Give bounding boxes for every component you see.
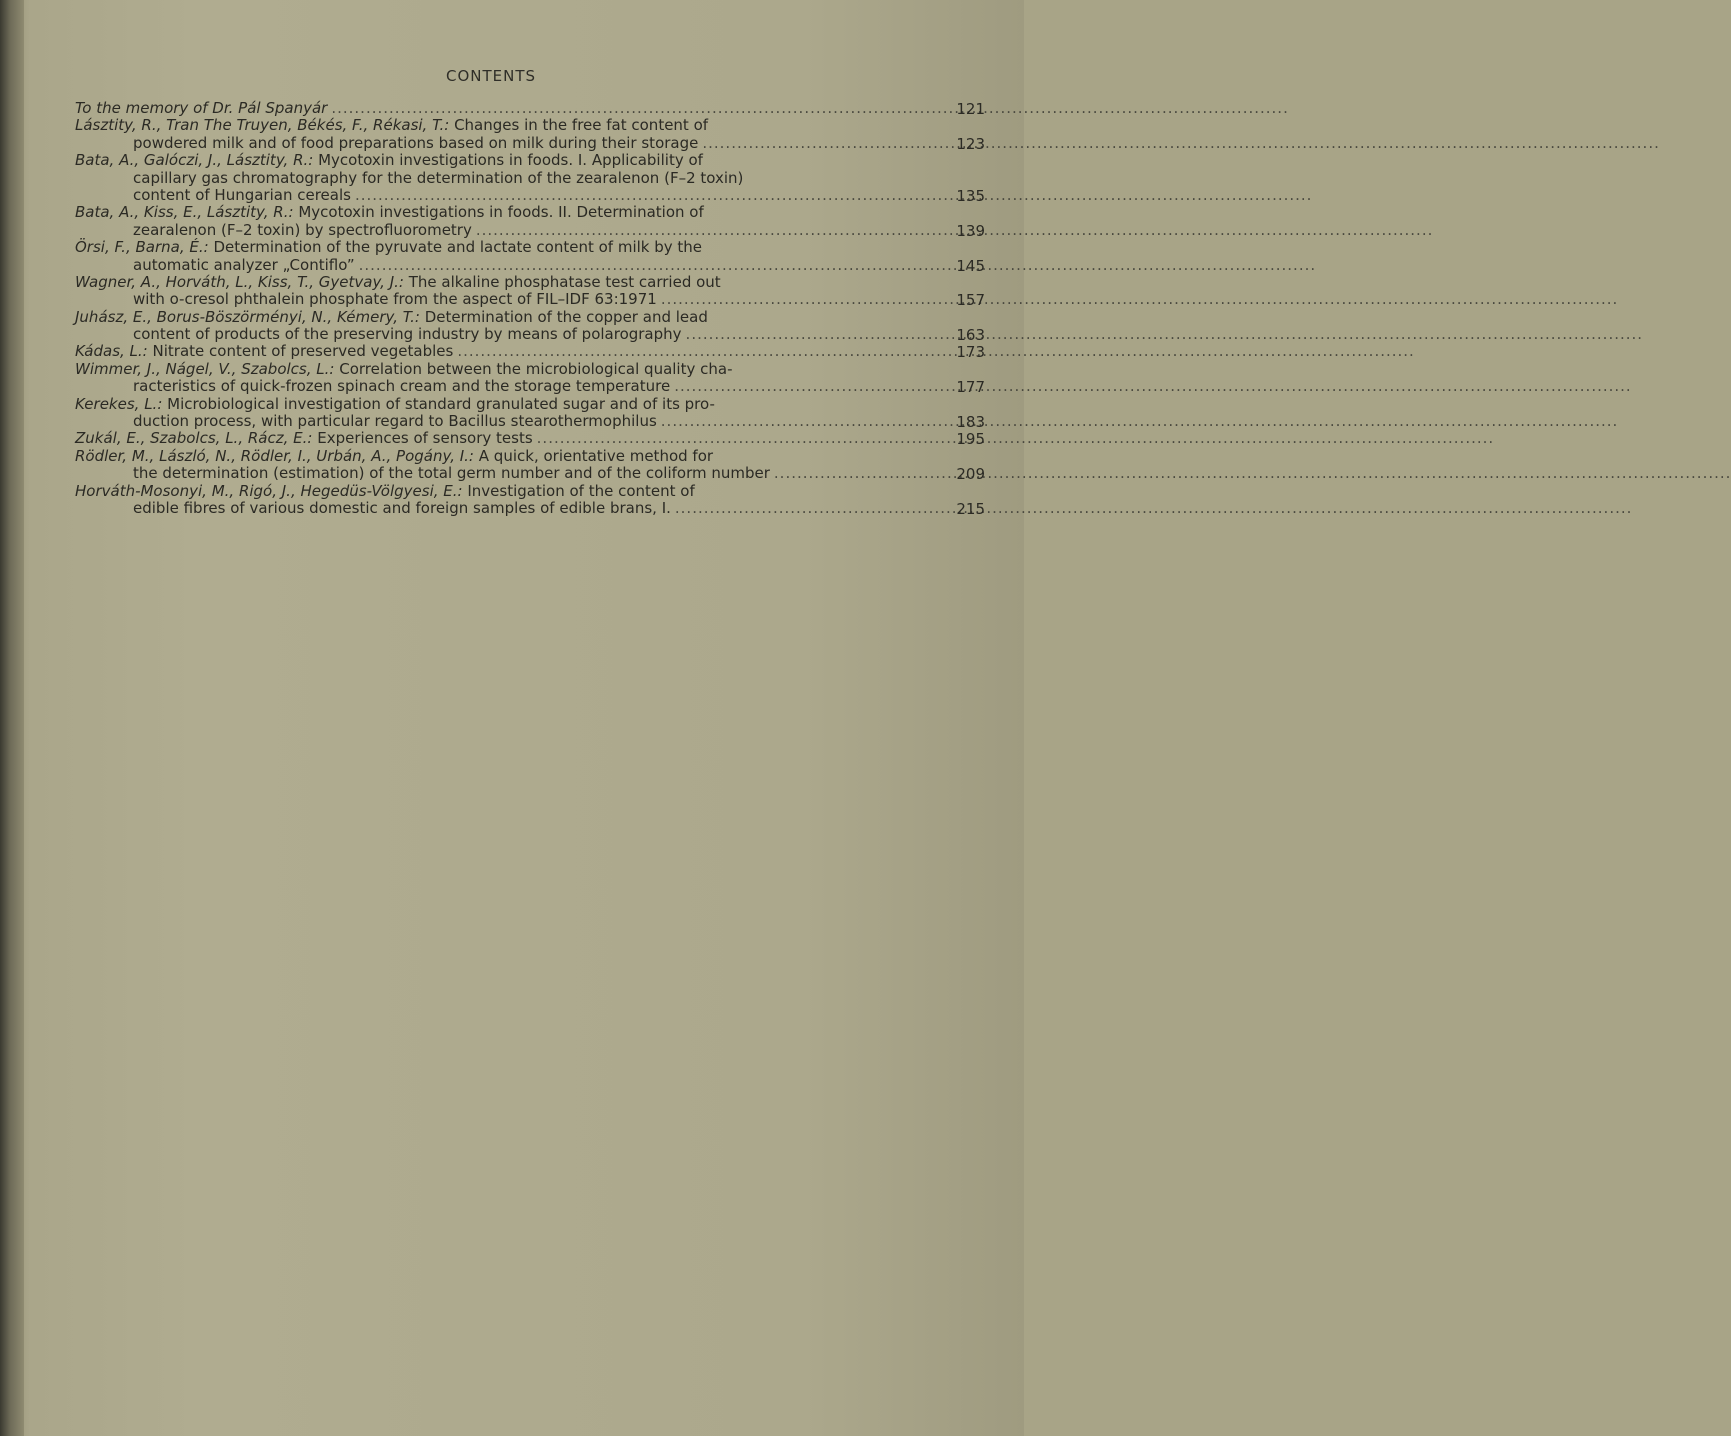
toc-authors: Kerekes, L.: [75, 394, 163, 413]
toc-authors: To the memory of Dr. Pál Spanyár [75, 99, 328, 117]
toc-entry [75, 359, 985, 397]
toc-page-number: 173 [956, 343, 985, 362]
toc-entry-first-line [75, 343, 920, 360]
toc-title: Determination of the copper and lead [424, 307, 708, 326]
toc-authors: Lásztity, R., Tran The Truyen, Békés, F., Rékasi, T.: [75, 116, 450, 135]
toc-entry [75, 429, 985, 449]
toc-entry [75, 342, 985, 362]
leader-dots [686, 326, 1644, 343]
toc-entry-first-line [75, 239, 920, 256]
toc-title-text: racteristics of quick-frozen spinach cream and the storage temperature [133, 377, 671, 396]
toc-title: Mycotoxin investigations in foods. I. Applicability of [318, 151, 703, 170]
toc-title-text: automatic analyzer „Contiflo” [133, 255, 355, 274]
toc-authors: Wagner, A., Horváth, L., Kiss, T., Gyetvay, J.: [75, 272, 404, 291]
toc-authors: Juhász, E., Borus-Böszörményi, N., Kémery, T.: [75, 307, 420, 326]
toc-page-number: 209 [956, 465, 985, 484]
toc-title-text: with o-cresol phthalein phosphate from the aspect of FIL–IDF 63:1971 [133, 290, 657, 309]
toc-title-continuation [75, 465, 920, 482]
toc-title: A quick, orientative method for [478, 446, 714, 465]
toc-authors: Bata, A., Galóczi, J., Lásztity, R.: [75, 151, 314, 170]
toc-entry [75, 99, 985, 118]
toc-title: The alkaline phosphatase test carried out [408, 272, 721, 291]
toc-title-continuation [75, 378, 920, 395]
toc-title-continuation [75, 222, 920, 239]
leader-dots [675, 500, 1633, 517]
toc-authors: Örsi, F., Barna, É.: [75, 238, 209, 257]
toc-entry-first-line [75, 309, 920, 326]
leader-dots [355, 187, 1313, 204]
leader-dots [359, 257, 1317, 274]
toc-page-number: 195 [956, 430, 985, 449]
toc-page-number: 157 [956, 291, 985, 310]
toc-page-number: 135 [956, 186, 985, 205]
leader-dots [661, 291, 1619, 308]
toc-entry-first-line [75, 204, 920, 221]
toc-title-text: powdered milk and of food preparations based on milk during their storage [133, 133, 699, 152]
toc-authors: Zukál, E., Szabolcs, L., Rácz, E.: [75, 429, 313, 448]
contents-title: CONTENTS [445, 67, 537, 85]
toc-title: Microbiological investigation of standard granulated sugar and of its pro- [167, 394, 715, 413]
toc-title-text: the determination (estimation) of the total germ number and of the coliform number [133, 464, 770, 483]
toc-entry-first-line [75, 361, 920, 378]
toc-title-continuation [75, 291, 920, 308]
toc-entry-first-line [75, 152, 920, 169]
leader-dots [702, 135, 1660, 152]
binding-edge [0, 0, 24, 1436]
toc-page-number: 145 [956, 256, 985, 275]
toc-entry-first-line [75, 100, 920, 117]
toc-entry [75, 238, 985, 275]
toc-title: Investigation of the content of [467, 481, 695, 500]
toc-entry [75, 446, 985, 484]
toc-authors: Bata, A., Kiss, E., Lásztity, R.: [75, 203, 294, 222]
leader-dots [661, 413, 1619, 430]
toc-title-continuation [75, 170, 920, 187]
toc-title: Determination of the pyruvate and lactate content of milk by the [213, 238, 703, 257]
toc-entry-first-line [75, 396, 920, 413]
toc-title-text: content of products of the preserving industry by means of polarography [133, 325, 682, 344]
toc-entry [75, 203, 985, 240]
toc-title: Nitrate content of preserved vegetables [152, 342, 454, 361]
toc-title-text: duction process, with particular regard to Bacillus stearothermophilus [133, 412, 657, 431]
toc-entry [75, 116, 985, 153]
toc-entry [75, 307, 985, 345]
toc-page-number: 123 [956, 134, 985, 153]
toc-entry [75, 394, 985, 432]
toc-title: Mycotoxin investigations in foods. II. Determination of [298, 203, 704, 222]
leader-dots [674, 378, 1632, 395]
toc-title-continuation [75, 413, 920, 430]
toc-entry [75, 151, 985, 205]
toc-title-text: zearalenon (F–2 toxin) by spectrofluorometry [133, 220, 472, 239]
toc-title-text: capillary gas chromatography for the determination of the zearalenon (F–2 toxin) [133, 168, 744, 187]
toc-page-number: 163 [956, 326, 985, 345]
toc-title-continuation [75, 500, 920, 517]
toc-page-number: 215 [956, 499, 985, 518]
toc-entry-first-line [75, 117, 920, 134]
table-of-contents [75, 99, 985, 518]
toc-title-continuation [75, 326, 920, 343]
toc-authors: Wimmer, J., Nágel, V., Szabolcs, L.: [75, 359, 335, 378]
toc-entry-first-line [75, 430, 920, 447]
toc-title-continuation [75, 187, 920, 204]
toc-title: Changes in the free fat content of [454, 116, 709, 135]
toc-page-number: 139 [956, 221, 985, 240]
toc-page-number: 177 [956, 378, 985, 397]
toc-authors: Kádas, L.: [75, 342, 148, 361]
toc-authors: Horváth-Mosonyi, M., Rigó, J., Hegedüs-Völgyesi, E.: [75, 481, 463, 500]
leader-dots [774, 465, 1731, 482]
toc-title: Experiences of sensory tests [317, 429, 533, 448]
toc-title-text: content of Hungarian cereals [133, 185, 351, 204]
leader-dots [537, 430, 1495, 447]
toc-entry-first-line [75, 483, 920, 500]
toc-title-continuation [75, 257, 920, 274]
toc-entry [75, 272, 985, 310]
toc-entry-first-line [75, 448, 920, 465]
leader-dots [331, 100, 1289, 117]
toc-page-number: 121 [956, 100, 985, 118]
toc-title-text: edible fibres of various domestic and foreign samples of edible brans, I. [133, 498, 671, 517]
toc-entry [75, 481, 985, 518]
toc-title: Correlation between the microbiological quality cha- [339, 359, 733, 378]
toc-title-continuation [75, 135, 920, 152]
toc-authors: Rödler, M., László, N., Rödler, I., Urbán, A., Pogány, I.: [75, 446, 474, 465]
toc-page-number: 183 [956, 413, 985, 432]
toc-entry-first-line [75, 274, 920, 291]
